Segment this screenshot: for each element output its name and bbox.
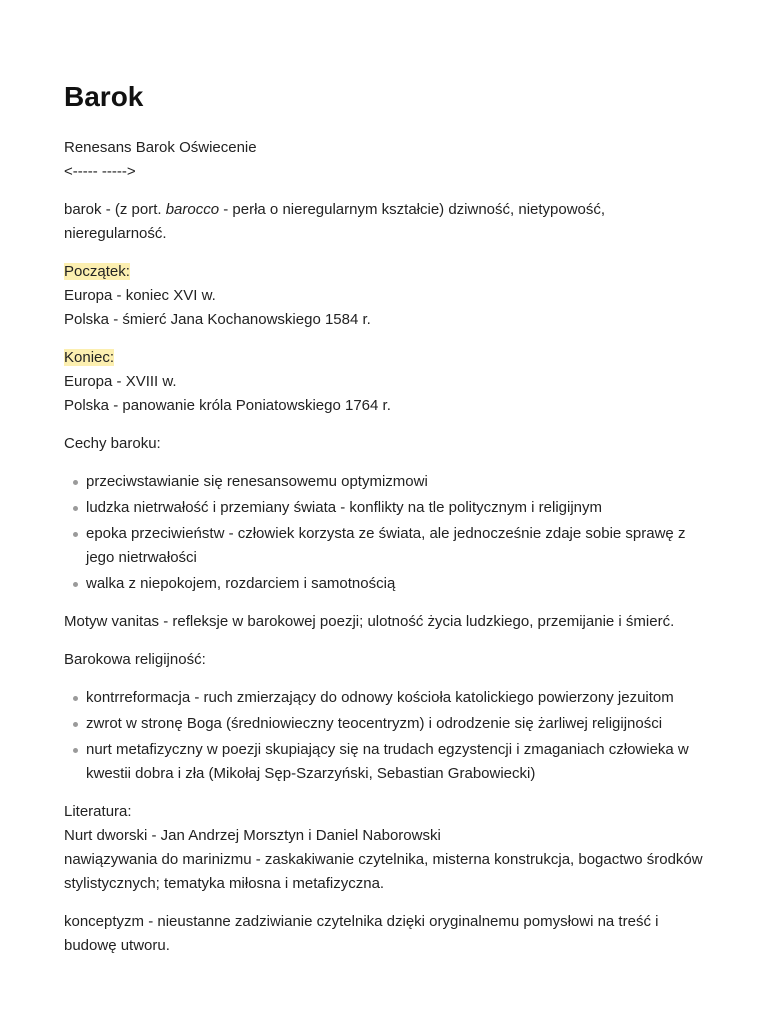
literature-heading: Literatura: [64,803,132,820]
epochs-paragraph [64,136,704,184]
features-list [64,470,704,596]
vanitas-paragraph: Motyw vanitas - refleksje w barokowej poezji; ulotność życia ludzkiego, przemijanie i śmierć. [64,613,675,630]
definition-rest: - perła o nieregularnym kształcie) dziwność, nietypowość, nieregularność. [64,201,606,242]
end-europe: Europa - XVIII w. [64,373,177,390]
list-item: nurt metafizyczny w poezji skupiający się na trudach egzystencji i zmaganiach człowieka w kwestii dobra i zła (Mikołaj Sęp-Szarzyński, Sebastian Grabowiecki) [86,738,704,786]
beginning-section [64,260,704,332]
end-poland: Polska - panowanie króla Poniatowskiego 1764 r. [64,397,391,414]
list-item: zwrot w stronę Boga (średniowieczny teocentryzm) i odrodzenie się żarliwej religijności [86,712,704,736]
literature-marinism: nawiązywania do marinizmu - zaskakiwanie czytelnika, misterna konstrukcja, bogactwo środków stylistycznych; tematyka miłosna i metafizyczna. [64,851,703,892]
definition-paragraph [64,198,704,246]
list-item: ludzka nietrwałość i przemiany świata - konflikty na tle politycznym i religijnym [86,496,704,520]
conceptism-paragraph: konceptyzm - nieustanne zadziwianie czytelnika dzięki oryginalnemu pomysłowi na treść i budowę utworu. [64,913,659,954]
literature-section [64,800,704,896]
religiosity-list [64,686,704,786]
end-section [64,346,704,418]
list-item: przeciwstawianie się renesansowemu optymizmowi [86,470,704,494]
religiosity-heading: Barokowa religijność: [64,651,206,668]
epochs-arrows: <----- -----> [64,163,136,180]
features-heading: Cechy baroku: [64,435,161,452]
list-item: kontrreformacja - ruch zmierzający do odnowy kościoła katolickiego powierzony jezuitom [86,686,704,710]
beginning-heading: Początek: [64,263,130,280]
epochs-line: Renesans Barok Oświecenie [64,139,257,156]
list-item: walka z niepokojem, rozdarciem i samotnością [86,572,704,596]
end-heading: Koniec: [64,349,115,366]
beginning-poland: Polska - śmierć Jana Kochanowskiego 1584 r. [64,311,371,328]
definition-term: barocco [165,201,220,218]
beginning-europe: Europa - koniec XVI w. [64,287,216,304]
list-item: epoka przeciwieństw - człowiek korzysta ze świata, ale jednocześnie zdaje sobie sprawę z jego nietrwałości [86,522,704,570]
page-title: Barok [64,81,144,112]
literature-court: Nurt dworski - Jan Andrzej Morsztyn i Daniel Naborowski [64,827,441,844]
definition-start: barok - (z port. [64,201,166,218]
